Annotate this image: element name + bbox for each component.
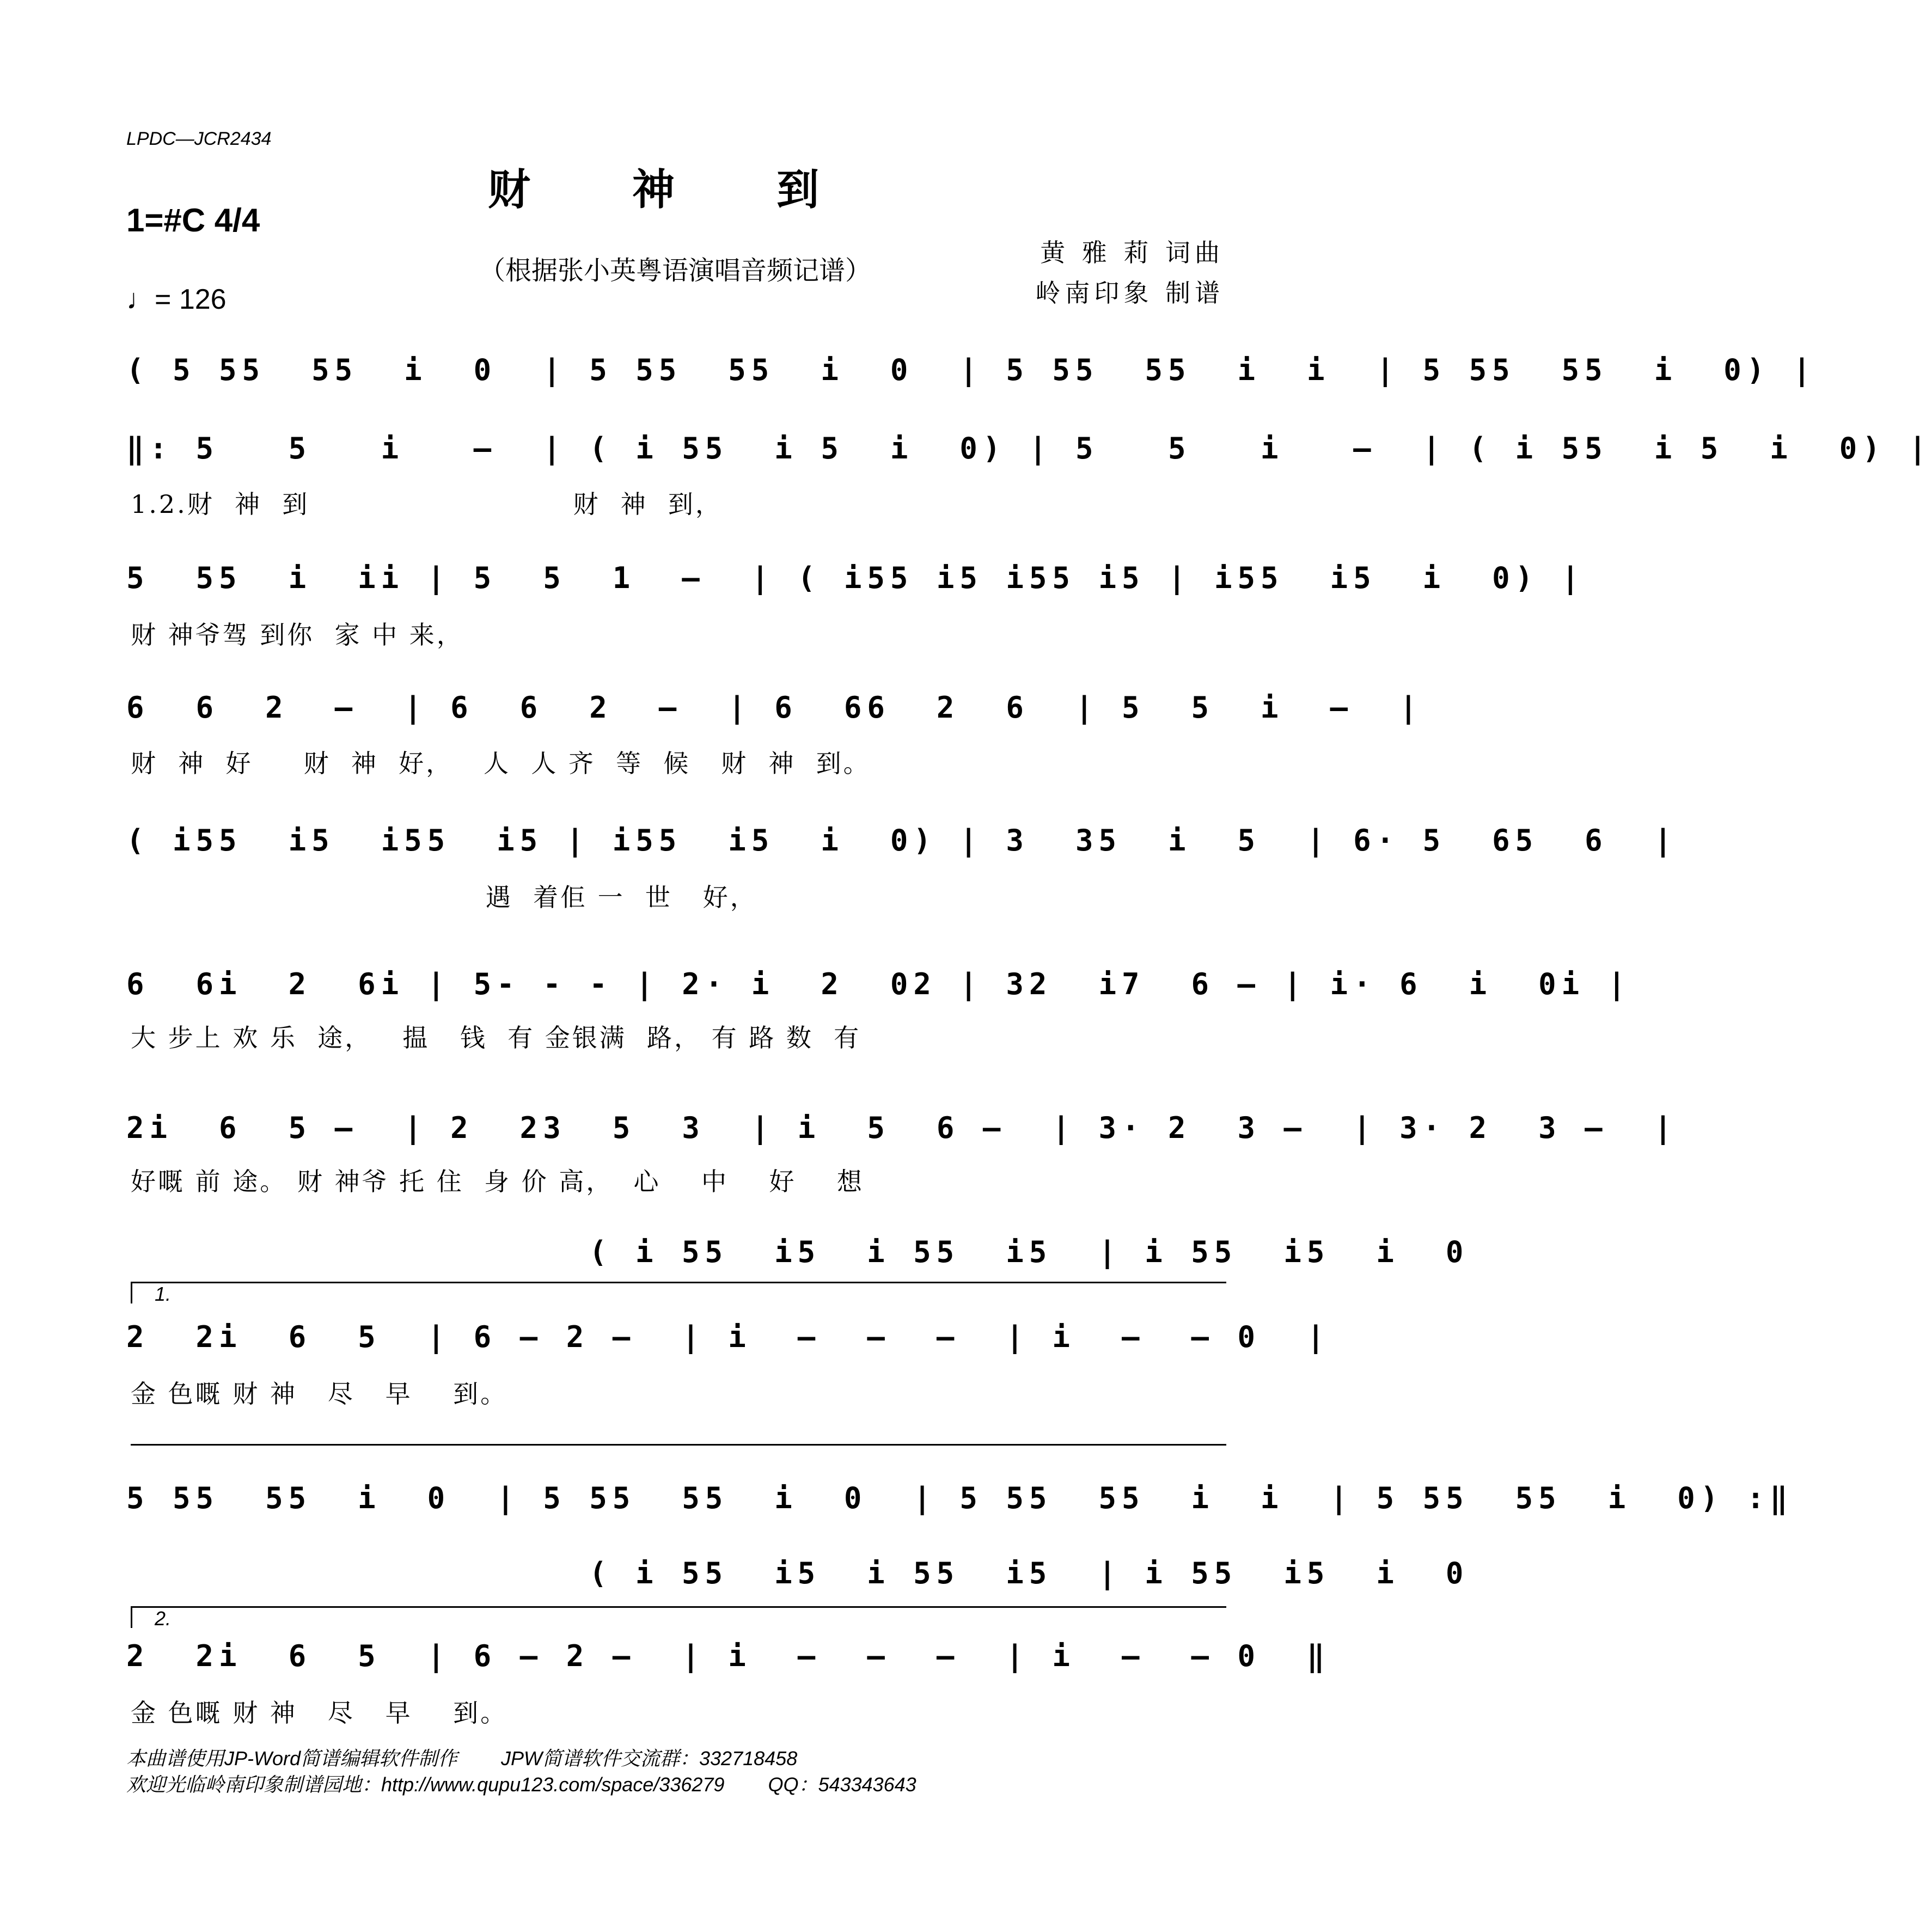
lyricist-composer: 黄 雅 莉 词曲 bbox=[1040, 238, 1224, 267]
notes-row-12: 2 2i 6 5 | 6 – 2 – | i – – – | i – – 0 ‖ bbox=[126, 1639, 1330, 1673]
notes-row-10: 5 55 55 i 0 | 5 55 55 i 0 | 5 55 55 i i | 5 55 55 i 0) :‖ bbox=[126, 1481, 1793, 1515]
page-title: 财 神 到 bbox=[487, 165, 863, 215]
subtitle: （根据张小英粤语演唱音频记谱） bbox=[479, 255, 871, 286]
volta-bracket-1 bbox=[131, 1282, 1226, 1283]
lyrics-row-9: 金 色嘅 财 神 尽 早 到。 bbox=[131, 1379, 508, 1409]
section-rule bbox=[131, 1444, 1226, 1446]
footer-line-1: 本曲谱使用JP-Word简谱编辑软件制作 JPW简谱软件交流群：332718458 bbox=[126, 1747, 798, 1770]
notes-row-4: 6 6 2 – | 6 6 2 – | 6 66 2 6 | 5 5 i – | bbox=[126, 690, 1423, 725]
score-code: LPDC—JCR2434 bbox=[126, 128, 272, 149]
volta-bracket-2 bbox=[131, 1606, 1226, 1608]
lyrics-row-5: 遇 着佢 一 世 好， bbox=[131, 883, 757, 912]
lyrics-row-12: 金 色嘅 财 神 尽 早 到。 bbox=[131, 1698, 508, 1728]
notes-row-11: ( i 55 i5 i 55 i5 | i 55 i5 i 0 bbox=[589, 1556, 1469, 1590]
notes-row-2: ‖: 5 5 i – | ( i 55 i 5 i 0) | 5 5 i – | ( i 55 i 5 i 0) | bbox=[126, 431, 1932, 466]
volta-label-1: 1. bbox=[155, 1283, 172, 1305]
volta-bracket-1-hook bbox=[131, 1282, 132, 1303]
notes-row-3: 5 55 i ii | 5 5 1 – | ( i55 i5 i55 i5 | i55 i5 i 0) | bbox=[126, 561, 1585, 595]
notes-row-9: 2 2i 6 5 | 6 – 2 – | i – – – | i – – 0 | bbox=[126, 1320, 1330, 1354]
tempo-marking: ♩= 126 bbox=[126, 284, 227, 315]
lyrics-row-2: 1.2.财 神 到 财 神 到， bbox=[131, 489, 723, 519]
volta-label-2: 2. bbox=[155, 1607, 172, 1630]
transcriber: 岭南印象 制谱 bbox=[1035, 278, 1224, 308]
notes-row-8: ( i 55 i5 i 55 i5 | i 55 i5 i 0 bbox=[589, 1235, 1469, 1269]
footer-line-2: 欢迎光临岭南印象制谱园地：http://www.qupu123.com/space/336279 QQ：543343643 bbox=[126, 1773, 916, 1796]
lyrics-row-7: 好嘅 前 途。 财 神爷 托 住 身 价 高， 心 中 好 想 bbox=[131, 1167, 864, 1196]
notes-row-1: ( 5 55 55 i 0 | 5 55 55 i 0 | 5 55 55 i i | 5 55 55 i 0) | bbox=[126, 353, 1817, 387]
notes-row-7: 2i 6 5 – | 2 23 5 3 | i 5 6 – | 3· 2 3 – | 3· 2 3 – | bbox=[126, 1111, 1678, 1145]
lyrics-row-3: 财 神爷驾 到你 家 中 来， bbox=[131, 620, 464, 650]
lyrics-row-6: 大 步上 欢 乐 途， 揾 钱 有 金银满 路， 有 路 数 有 bbox=[131, 1023, 861, 1052]
notes-row-6: 6 6i 2 6i | 5- - - | 2· i 2 02 | 32 i7 6 – | i· 6 i 0i | bbox=[126, 967, 1631, 1001]
notes-row-5: ( i55 i5 i55 i5 | i55 i5 i 0) | 3 35 i 5 | 6· 5 65 6 | bbox=[126, 823, 1678, 858]
lyrics-row-4: 财 神 好 财 神 好， 人 人 齐 等 候 财 神 到。 bbox=[131, 749, 871, 778]
volta-bracket-2-hook bbox=[131, 1606, 132, 1628]
key-signature: 1=#C 4/4 bbox=[126, 202, 260, 238]
